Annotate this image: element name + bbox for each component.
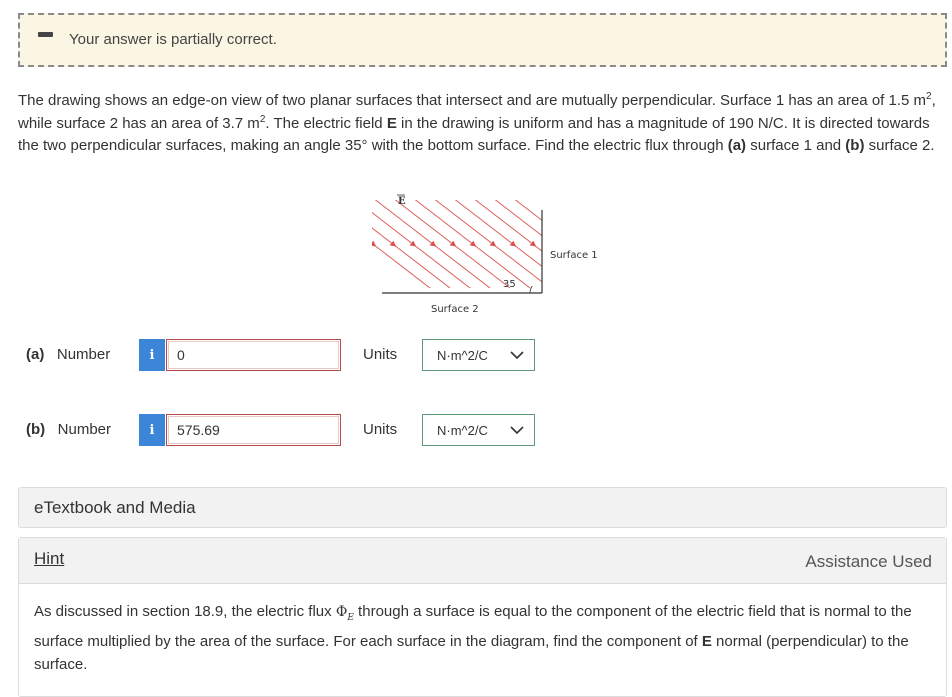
hint-link[interactable]: Hint	[34, 549, 65, 568]
field-arrowhead	[410, 241, 417, 247]
part-a-row-label: (a) Number	[26, 346, 111, 363]
field-line	[420, 188, 550, 288]
field-arrowhead	[570, 241, 577, 247]
chevron-down-icon	[510, 423, 524, 437]
field-vector-label: E	[398, 196, 406, 207]
part-a-info-icon[interactable]: i	[139, 339, 165, 371]
hint-header	[19, 538, 946, 584]
status-banner	[18, 13, 947, 67]
field-line	[360, 188, 490, 288]
partial-correct-icon	[38, 32, 53, 37]
field-arrowhead	[390, 241, 397, 247]
surfaces-diagram	[360, 188, 620, 318]
angle-arc	[530, 286, 532, 293]
field-line	[440, 188, 570, 288]
field-arrowhead	[430, 241, 437, 247]
etextbook-label[interactable]: eTextbook and Media	[34, 498, 196, 517]
surface-2-label: Surface 2	[431, 304, 479, 315]
field-line	[500, 188, 620, 288]
part-a-units-value: N·m^2/C	[437, 347, 488, 363]
flux-symbol: $\Phi_E$	[335, 604, 354, 623]
hint-text: As discussed in section 18.9, the electric flux $\Phi_E$ through a surface is equal to the component of the electric field that is normal to the surface multiplied by the area of the surface. For each surface in the diagram, find the component of E normal (perpendicular) to the surface.	[34, 603, 912, 673]
part-a-units-select[interactable]	[422, 339, 535, 371]
surface-1-label: Surface 1	[550, 250, 598, 261]
hint-panel	[18, 537, 947, 697]
field-arrowhead	[450, 241, 457, 247]
angle-label: 35	[503, 279, 516, 290]
part-b-info-icon[interactable]: i	[139, 414, 165, 446]
field-arrowhead	[510, 241, 517, 247]
field-arrowhead	[550, 241, 557, 247]
field-line	[460, 188, 590, 288]
part-b-units-label: Units	[363, 421, 398, 438]
field-arrowhead	[530, 241, 537, 247]
field-line	[400, 188, 530, 288]
question-text: The drawing shows an edge-on view of two planar surfaces that intersect and are mutually perpendicular. Surface 1 has an area of 1.5 $m^2$, while surface 2 has an area of 3.7 $m^2$. The electric field E in the drawing is uniform and has a magnitude of 190 N/C. It is directed towards the two perpendicular surfaces, making an angle 35° with the bottom surface. Find the electric flux through (a) surface 1 and (b) surface 2.	[18, 91, 936, 154]
field-arrowhead	[470, 241, 477, 247]
part-b-number-input[interactable]	[166, 414, 341, 446]
field-arrowhead	[490, 241, 497, 247]
part-b-row-label: (b) Number	[26, 421, 112, 438]
part-b-units-select[interactable]	[422, 414, 535, 446]
field-line	[480, 188, 610, 288]
etextbook-panel[interactable]	[18, 487, 947, 528]
status-message: Your answer is partially correct.	[69, 31, 277, 48]
part-a-number-input[interactable]	[166, 339, 341, 371]
assistance-used-label: Assistance Used	[805, 552, 932, 571]
chevron-down-icon	[510, 348, 524, 362]
part-b-units-value: N·m^2/C	[437, 422, 488, 438]
field-arrowhead	[370, 241, 377, 247]
part-a-units-label: Units	[363, 346, 398, 363]
field-line	[360, 188, 470, 288]
